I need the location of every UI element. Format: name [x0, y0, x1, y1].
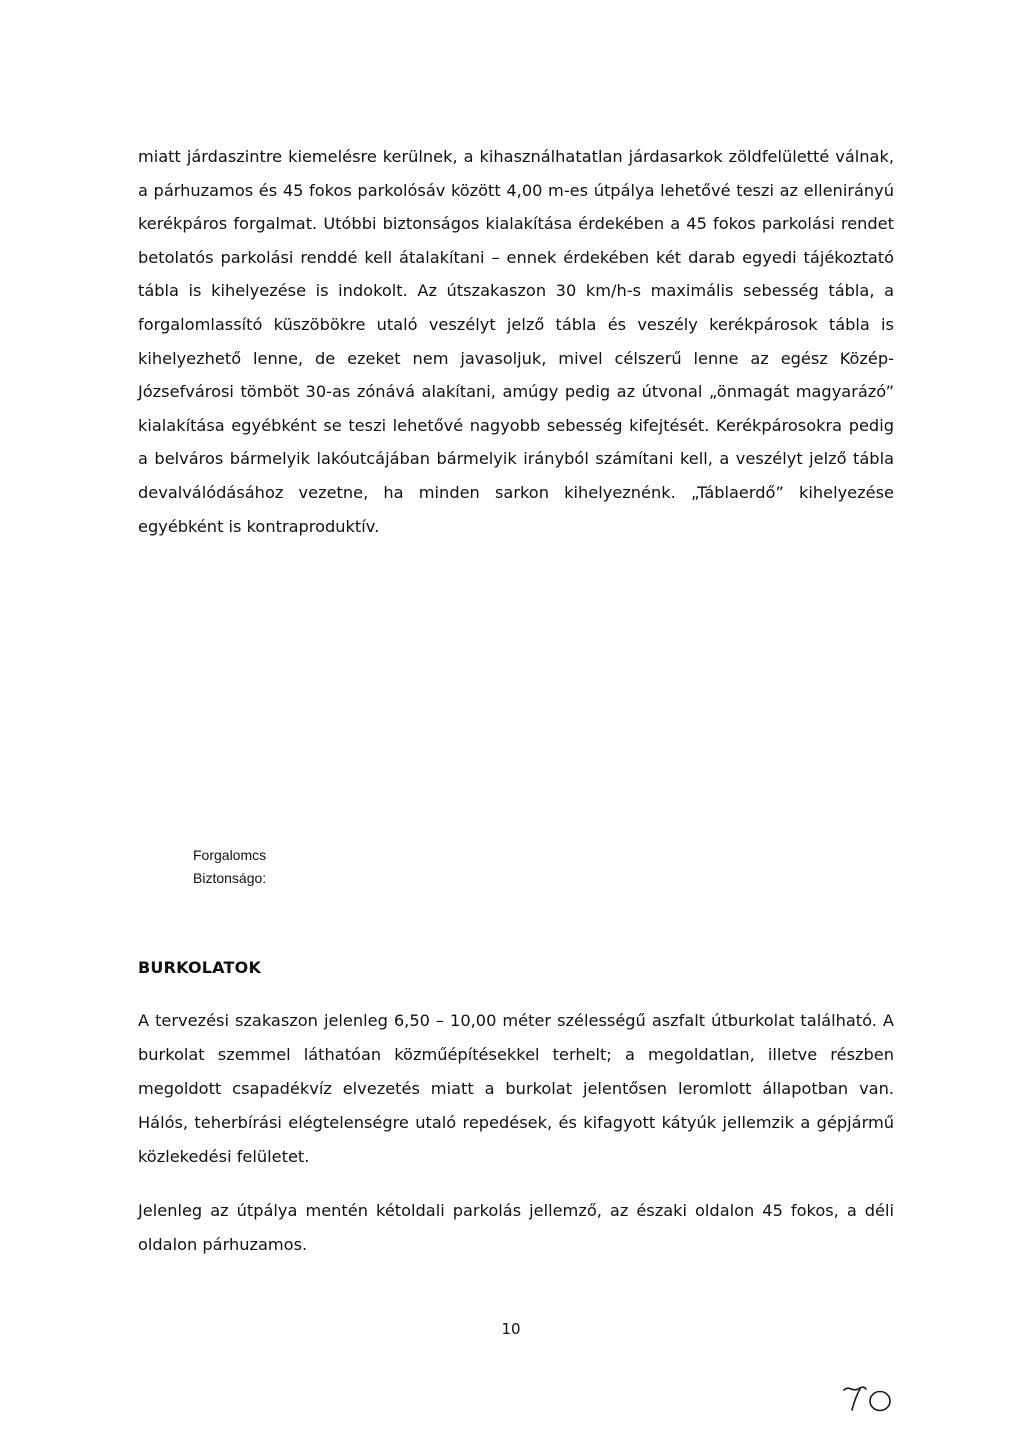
section-heading-pavement: BURKOLATOK: [138, 958, 262, 977]
body-paragraph-traffic: miatt járdaszintre kiemelésre kerülnek, a kihasználhatatlan járdasarkok zöldfelületté válnak, a párhuzamos és 45 fokos parkolósáv között 4,00 m-es útpálya lehetővé teszi az ellenirányú kerékpáros forgalmat. Utóbbi biztonságos kialakítása érdekében a 45 fokos parkolási rendet betolatós parkolási renddé kell átalakítani – ennek érdekében két darab egyedi tájékoztató tábla is kihelyezése is indokolt. Az útszakaszon 30 km/h-s maximális sebesség tábla, a forgalomlassító küszöbökre utaló veszélyt jelző tábla és veszély kerékpárosok tábla is kihelyezhető lenne, de ezeket nem javasoljuk, mivel célszerű lenne az egész Közép-Józsefvárosi tömböt 30-as zónává alakítani, amúgy pedig az útvonal „önmagát magyarázó” kialakítása egyébként se teszi lehetővé nagyobb sebesség kifejtését. Kerékpárosokra pedig a belváros bármelyik lakóutcájában bármelyik irányból számítani kell, a veszélyt jelző tábla devalválódásához vezetne, ha minden sarkon kihelyeznénk. „Táblaerdő” kihelyezése egyébként is kontraproduktív.: [138, 147, 894, 536]
figure-caption-traffic-calming: Forgalomcs: [193, 847, 267, 863]
handwritten-page-mark: [838, 1380, 902, 1416]
body-paragraph-parking: Jelenleg az útpálya mentén kétoldali parkolás jellemző, az északi oldalon 45 fokos, a déli oldalon párhuzamos.: [138, 1201, 894, 1254]
body-paragraph-pavement-condition: A tervezési szakaszon jelenleg 6,50 – 10,00 méter szélességű aszfalt útburkolat található. A burkolat szemmel láthatóan közműépítésekkel terhelt; a megoldatlan, illetve részben megoldott csapadékvíz elvezetés miatt a burkolat jelentősen leromlott állapotban van. Hálós, teherbírási elégtelenségre utaló repedések, és kifagyott kátyúk jellemzik a gépjármű közlekedési felületet.: [138, 1011, 894, 1166]
page-number: 10: [501, 1320, 521, 1338]
figure-caption-safety: Biztonságo:: [193, 870, 267, 886]
